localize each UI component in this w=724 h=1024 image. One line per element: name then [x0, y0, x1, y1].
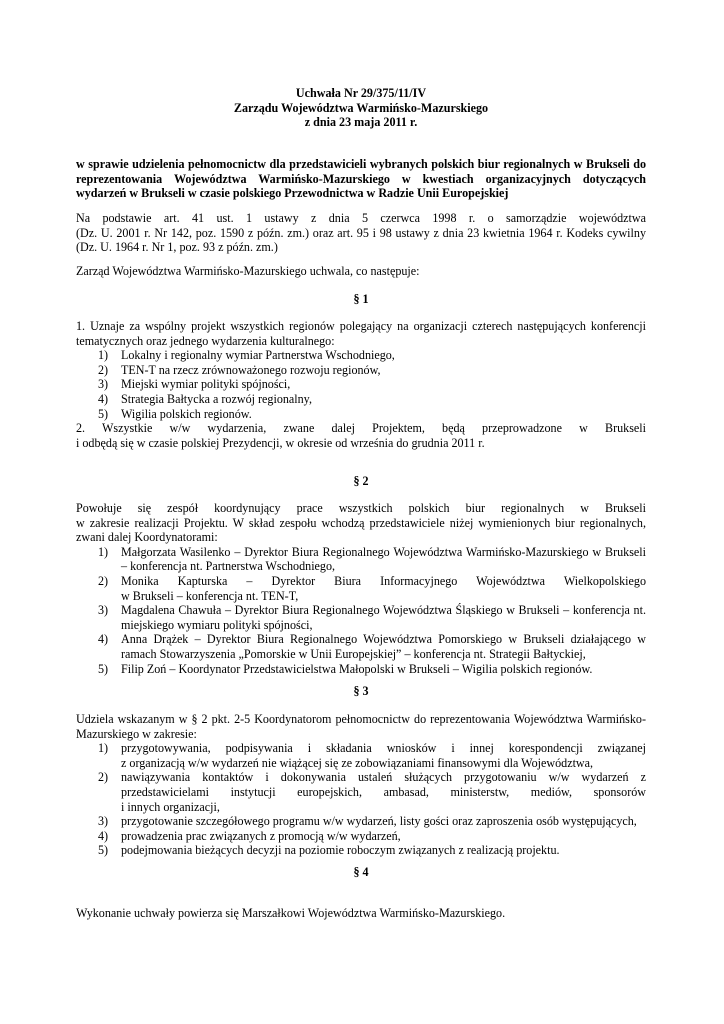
list-text: Wigilia polskich regionów.: [121, 406, 252, 421]
list-number: 3): [98, 814, 109, 829]
list-number: 5): [98, 843, 109, 858]
list-item: [76, 843, 646, 858]
list-item: [76, 741, 646, 770]
paragraph-line: tematycznych oraz jednego wydarzenia kulturalnego:: [76, 333, 335, 348]
list-item: [76, 603, 646, 632]
list-text: w Brukseli – konferencja nt. TEN-T,: [121, 588, 299, 603]
list-number: 3): [98, 377, 109, 392]
section-heading-1: § 1: [353, 292, 369, 306]
paragraph-line: 2. Wszystkie w/w wydarzenia, zwane dalej Projektem, będą przeprowadzone w Brukseli: [76, 421, 646, 436]
list-number: 3): [98, 603, 109, 618]
paragraph-line: Mazurskiego w zakresie:: [76, 726, 197, 741]
list-text: podejmowania bieżących decyzji na poziomie roboczym związanych z realizacją projektu.: [121, 843, 560, 858]
paragraph-line: Udziela wskazanym w § 2 pkt. 2-5 Koordynatorom pełnomocnictw do reprezentowania Województwa Warmińsko-: [76, 712, 646, 726]
list-text: Miejski wymiar polityki spójności,: [121, 377, 291, 392]
resolution-subject: [76, 157, 646, 201]
list-number: 1): [98, 741, 109, 756]
legal-basis-line: (Dz. U. 1964 r. Nr 1, poz. 93 z późn. zm.): [76, 240, 278, 255]
list-text: przygotowywania, podpisywania i składania wniosków i innej korespondencji związanej: [121, 741, 646, 756]
list-item: [76, 632, 646, 661]
paragraph-line: w zakresie realizacji Projektu. W skład zespołu wchodzą przedstawiciele niżej wymienionych biur regionalnych,: [76, 515, 646, 530]
list-item: [76, 545, 646, 574]
list-item: [76, 662, 646, 677]
legal-basis-line: (Dz. U. 2001 r. Nr 142, poz. 1590 z późn. zm.) oraz art. 95 i 98 ustawy z dnia 23 kwietnia 1964 r. Kodeks cywilny: [76, 225, 646, 240]
legal-basis-line: Na podstawie art. 41 ust. 1 ustawy z dnia 5 czerwca 1998 r. o samorządzie województwa: [76, 211, 646, 225]
list-text: – konferencja nt. Partnerstwa Wschodniego,: [121, 559, 336, 574]
list-item: [76, 392, 646, 407]
list-text: prowadzenia prac związanych z promocją w/w wydarzeń,: [121, 828, 401, 843]
list-number: 1): [98, 348, 109, 363]
list-number: 5): [98, 661, 109, 676]
section-heading-2: § 2: [353, 474, 369, 488]
list-text: Filip Zoń – Koordynator Przedstawicielstwa Małopolski w Brukseli – Wigilia polskich regionów.: [121, 661, 593, 676]
section-heading-4: § 4: [353, 865, 369, 879]
list-number: 4): [98, 632, 109, 647]
list-item: [76, 770, 646, 814]
section-1: [76, 319, 646, 450]
list-item: [76, 407, 646, 422]
section-heading-3: § 3: [353, 684, 369, 698]
list-item: [76, 814, 646, 829]
paragraph-line: zwani dalej Koordynatorami:: [76, 530, 218, 545]
paragraph-line: 1. Uznaje za wspólny projekt wszystkich regionów polegający na organizacji czterech następujących konferencji: [76, 319, 646, 333]
list-text: przygotowanie szczegółowego programu w/w wydarzeń, listy gości oraz zaproszenia osób występujących,: [121, 814, 637, 829]
legal-basis: [76, 211, 646, 255]
list-text: przedstawicielami instytucji europejskich, ambasad, ministerstw, mediów, sponsorów: [121, 784, 646, 799]
document-header: [76, 86, 646, 130]
list-text: miejskiego wymiaru polityki spójności,: [121, 617, 313, 632]
list-text: ramach Stowarzyszenia „Pomorskie w Unii Europejskiej” – konferencja nt. Strategii Bałtyckiej,: [121, 646, 586, 661]
list-text: z organizacją w/w wydarzeń nie wiążącej się ze zobowiązaniami finansowymi dla Województwa,: [121, 755, 594, 770]
section-2: [76, 501, 646, 676]
subject-line: wydarzeń w Brukseli w czasie polskiego Przewodnictwa w Radzie Unii Europejskiej: [76, 186, 509, 201]
list-item: [76, 574, 646, 603]
list-item: [76, 829, 646, 844]
resolution-intro: Zarząd Województwa Warmińsko-Mazurskiego uchwala, co następuje:: [76, 264, 420, 278]
list-number: 5): [98, 406, 109, 421]
list-item: [76, 348, 646, 363]
list-number: 2): [98, 770, 109, 785]
list-number: 2): [98, 362, 109, 377]
list-text: i innych organizacji,: [121, 799, 220, 814]
list-text: Anna Drążek – Dyrektor Biura Regionalnego Województwa Pomorskiego w Brukseli działającego w: [121, 632, 646, 647]
list-text: Monika Kapturska – Dyrektor Biura Informacyjnego Województwa Wielkopolskiego: [121, 573, 646, 588]
paragraph-line: Powołuje się zespół koordynujący prace wszystkich polskich biur regionalnych w Brukseli: [76, 501, 646, 515]
list-text: Małgorzata Wasilenko – Dyrektor Biura Regionalnego Województwa Warmińsko-Mazurskiego w Brukseli: [121, 544, 646, 559]
list-text: Magdalena Chawuła – Dyrektor Biura Regionalnego Województwa Śląskiego w Brukseli – konferencja nt.: [121, 603, 646, 618]
list-number: 4): [98, 828, 109, 843]
section-4-text: Wykonanie uchwały powierza się Marszałkowi Województwa Warmińsko-Mazurskiego.: [76, 906, 506, 920]
list-text: Lokalny i regionalny wymiar Partnerstwa Wschodniego,: [121, 348, 395, 363]
resolution-date: z dnia 23 maja 2011 r.: [304, 115, 418, 130]
list-item: [76, 377, 646, 392]
paragraph-line: i odbędą się w czasie polskiej Prezydencji, w okresie od września do grudnia 2011 r.: [76, 435, 485, 450]
list-number: 1): [98, 544, 109, 559]
issuing-body: Zarządu Województwa Warmińsko-Mazurskiego: [233, 100, 489, 115]
list-text: Strategia Bałtycka a rozwój regionalny,: [121, 391, 312, 406]
subject-line: w sprawie udzielenia pełnomocnictw dla przedstawicieli wybranych polskich biur regionalnych w Brukseli do: [76, 157, 646, 171]
resolution-title: Uchwała Nr 29/375/11/IV: [295, 86, 427, 100]
list-number: 2): [98, 573, 109, 588]
list-text: TEN-T na rzecz zrównoważonego rozwoju regionów,: [121, 362, 381, 377]
section-3: [76, 712, 646, 858]
list-item: [76, 363, 646, 378]
list-text: nawiązywania kontaktów i dokonywania ustaleń służących przygotowaniu w/w wydarzeń z: [121, 770, 646, 785]
list-number: 4): [98, 391, 109, 406]
subject-line: reprezentowania Województwa Warmińsko-Mazurskiego w kwestiach organizacyjnych dotyczących: [76, 171, 646, 186]
